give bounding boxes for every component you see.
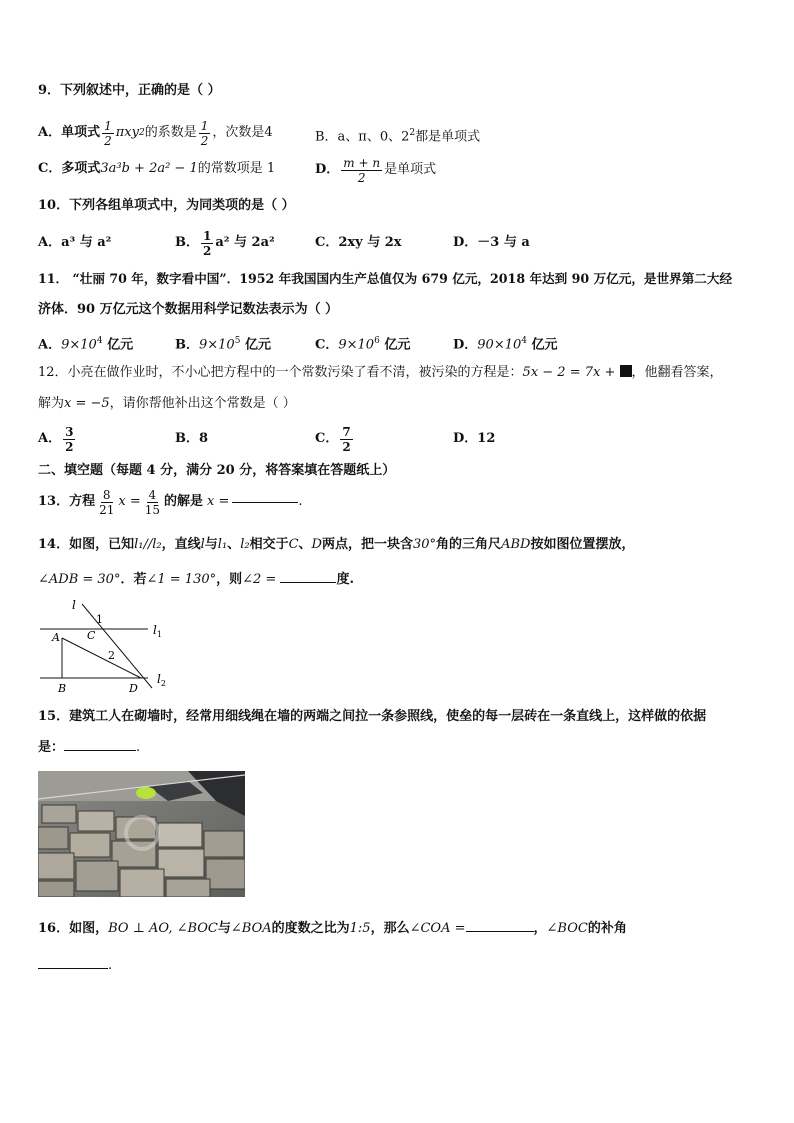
- q9-option-c: C．多项式 3a³b + 2a² − 1 的常数项是 1: [38, 161, 276, 176]
- q12-option-a: A． $\frac{3}{2}$: [38, 424, 74, 454]
- label-a: A: [52, 631, 60, 644]
- q14-line1: 14．如图，已知l₁//l₂，直线l与l₁、l₂相交于C、D两点，把一块含30°角的三角尺ABD按如图位置摆放，: [38, 537, 635, 552]
- q9-a-tail: ，次数是4: [212, 125, 273, 140]
- q15-line2: 是： .: [38, 740, 141, 755]
- q15-line1: 15．建筑工人在砌墙时，经常用细线绳在墙的两端之间拉一条参照线，使垒的每一层砖在一条直线上，这样做的依据: [38, 709, 707, 724]
- triangle-abd: [62, 638, 141, 678]
- line-l: [82, 604, 152, 688]
- label-l2: $l_2$: [157, 672, 166, 688]
- q10-stem: 10．下列各组单项式中，为同类项的是（ ）: [38, 198, 295, 213]
- q16-line2: .: [38, 957, 112, 975]
- q14-line2: ∠ADB = 30°．若∠1 = 130°，则∠2 = 度.: [38, 572, 355, 587]
- q9-a-mid: 的系数是: [144, 125, 197, 140]
- q14-answer-blank[interactable]: [280, 582, 336, 583]
- q11-option-c: C．$9\times 10^6$ 亿元: [315, 336, 411, 353]
- q10-option-d: D．－3 与 a: [453, 235, 530, 250]
- q11-line2: 济体．90 万亿元这个数据用科学记数法表示为（ ）: [38, 302, 339, 317]
- q13: 13．方程 $\frac{8}{21}$ x = $\frac{4}{15}$ 的解是 x = .: [38, 487, 303, 517]
- q9-a-expr: πxy: [115, 125, 139, 140]
- q11-option-a: A．$9\times 10^4$ 亿元: [38, 336, 134, 353]
- geometry-figure-14: [36, 596, 176, 696]
- q12-option-b: B．8: [175, 431, 209, 446]
- label-b: B: [58, 682, 67, 695]
- brick-wall-photo: [38, 771, 245, 897]
- q12-line1: 12．小亮在做作业时，不小心把方程中的一个常数污染了看不清，被污染的方程是：5x − 2 = 7x + ，他翻看答案，: [38, 365, 723, 380]
- q13-answer-blank[interactable]: [232, 502, 298, 503]
- q9-c-expr: 3a³b + 2a² − 1: [100, 161, 198, 176]
- q10-option-b: B． $\frac{1}{2}$ a² 与 2a²: [175, 228, 275, 258]
- smudge-block: [620, 365, 632, 377]
- q10-option-c: C．2xy 与 2x: [315, 235, 402, 250]
- q9-stem: 9．下列叙述中，正确的是（ ）: [38, 83, 221, 98]
- label-d: D: [129, 682, 138, 695]
- q9-option-b: B．a、π、0、$2^2$都是单项式: [315, 128, 481, 145]
- q12-option-d: D．12: [453, 431, 496, 446]
- label-c: C: [87, 629, 96, 642]
- q12-option-c: C． $\frac{7}{2}$: [315, 424, 351, 454]
- section-heading: 二、填空题（每题 4 分，满分 20 分，将答案填在答题纸上）: [38, 463, 396, 478]
- q9-a-label: A．单项式: [38, 125, 101, 140]
- label-angle-2: 2: [108, 649, 115, 662]
- q16-answer-blank-2[interactable]: [38, 968, 108, 969]
- q12-line2: 解为x = −5，请你帮他补出这个常数是（ ）: [38, 396, 296, 411]
- q16-answer-blank-1[interactable]: [466, 931, 534, 932]
- label-l: l: [72, 598, 76, 612]
- label-l1: $l_1$: [153, 623, 162, 639]
- q11-option-b: B．$9\times 10^5$ 亿元: [175, 336, 271, 353]
- q9-a-coef: $\frac{1}{2}$: [200, 118, 209, 148]
- q16-line1: 16．如图，BO ⊥ AO, ∠BOC与∠BOA的度数之比为1:5，那么∠COA = ，∠BOC的补角: [38, 921, 627, 936]
- q10-option-a: A．a³ 与 a²: [38, 235, 112, 250]
- q15-answer-blank[interactable]: [64, 750, 136, 751]
- q9-option-a: A．单项式 $\frac{1}{2}$ πxy 2 的系数是 $\frac{1}{2}$ ，次数是4: [38, 118, 273, 148]
- q9-a-fraction: $\frac{1}{2}$: [104, 118, 112, 148]
- q11-line1: 11． “壮丽 70 年，数字看中国”．1952 年我国国内生产总值仅为 679 亿元，2018 年达到 90 万亿元，是世界第二大经: [38, 271, 733, 286]
- label-angle-1: 1: [96, 613, 103, 626]
- q11-option-d: D．$90\times 10^4$ 亿元: [453, 336, 558, 353]
- q9-option-d: D． $\frac{m + n}{2}$ 是单项式: [315, 155, 437, 185]
